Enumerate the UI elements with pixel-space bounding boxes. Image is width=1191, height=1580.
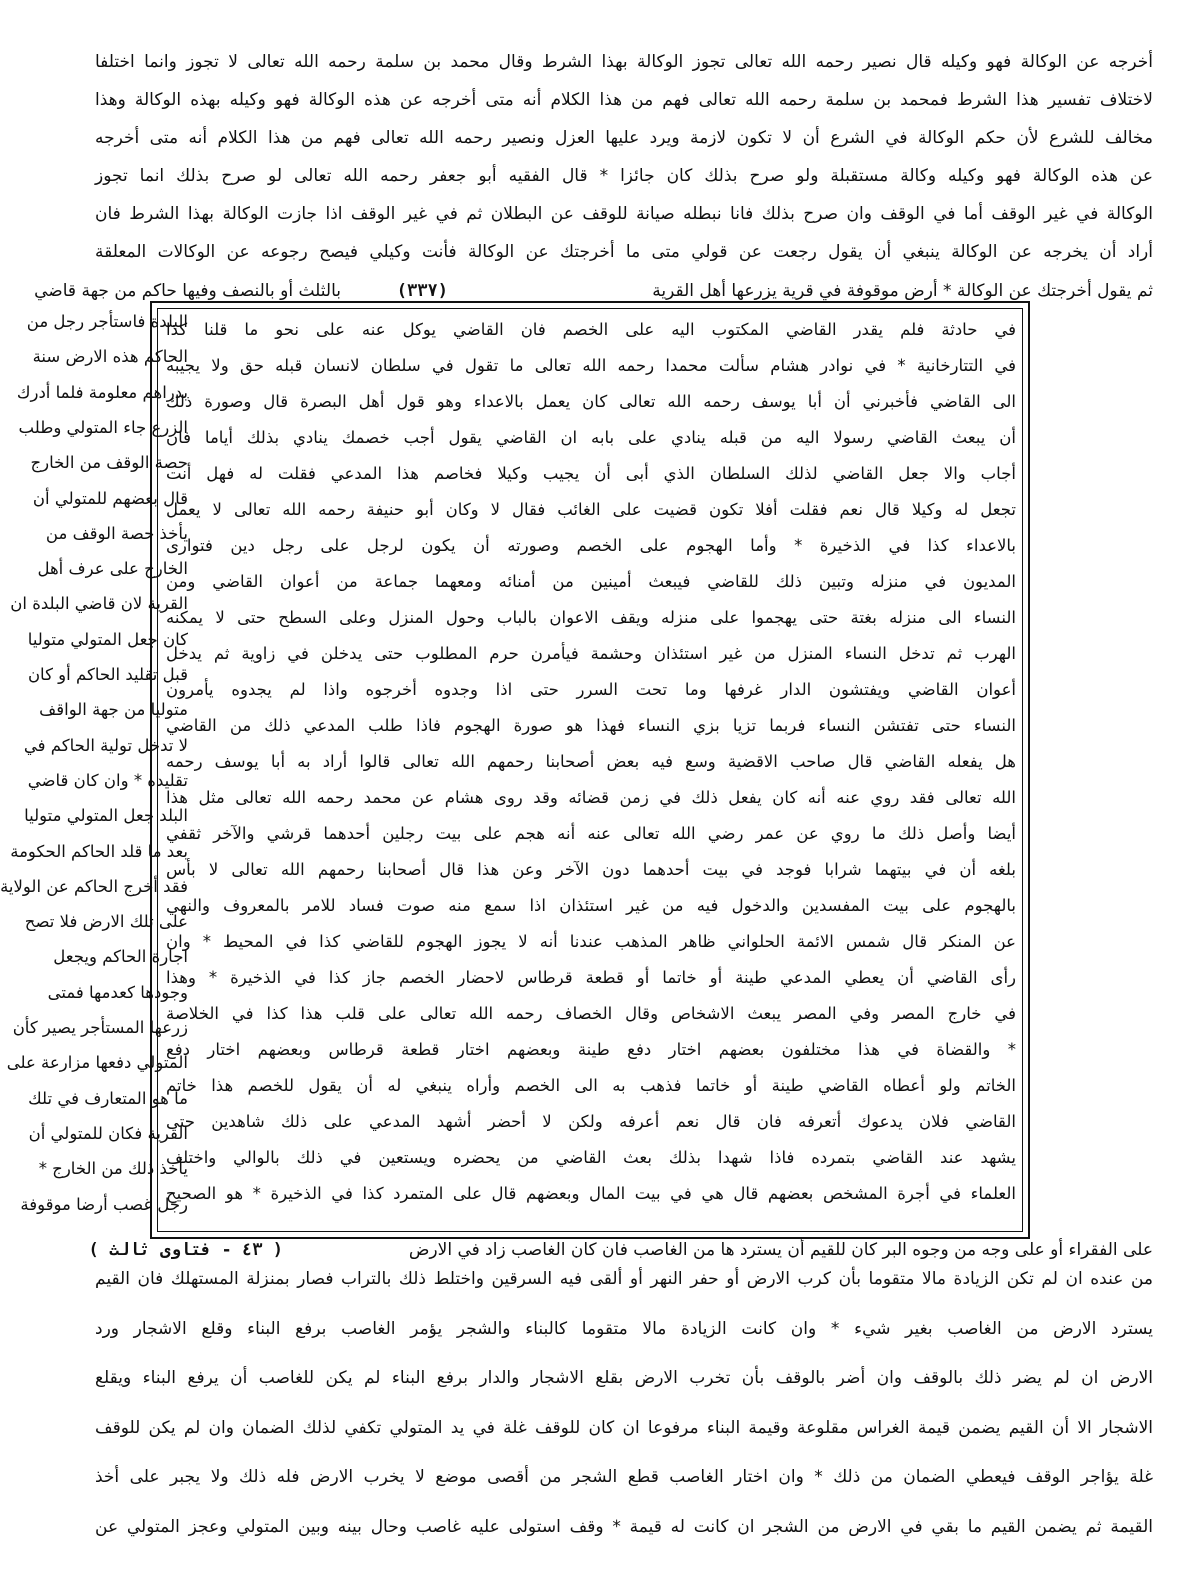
side-line: الحاكم هذه الارض سنة (32, 347, 188, 367)
box-line: بالاعداء كذا في الذخيرة * وأما الهجوم على الخصم وصورته أن يكون لرجل على رجل دين فتوارى (166, 536, 1016, 555)
side-line: متوليا من جهة الواقف (39, 700, 188, 720)
side-line: زرعها المستأجر يصير كأن (12, 1018, 188, 1037)
side-line: قال بعضهم للمتولي أن (32, 488, 188, 508)
bottom-line: الارض ان لم يضر ذلك بالوقف وان أضر بالوقف بأن تخرب الارض بقلع الاشجار والدار برفع البناء لم يكن للغاصب أن يرفع البناء ويقلع (95, 1368, 1153, 1388)
side-line: يأخذ ذلك من الخارج * (38, 1159, 188, 1179)
top-line: أراد أن يخرجه عن الوكالة ينبغي أن يقول رجعت عن قولي متى ما أخرجتك عن الوكالة فأنت وكيلي فيصح رجوعه عن الوكالات المعلقة (95, 242, 1153, 262)
side-line: البلدة فاستأجر رجل من (26, 312, 188, 331)
box-line: أجاب والا جعل القاضي لذلك السلطان الذي أبى أن يجيب وكيلا فخاصم هذا المدعي فقلت له فهل أنت (166, 464, 1016, 483)
box-line: أيضا وأصل ذلك ما روي عن عمر رضي الله تعالى عنه أنه هجم على بيت رجلين أحدهما قرشي والآخر ثقفي (166, 824, 1016, 843)
box-line: النساء حتى تفتشن النساء فربما تزيا بزي النساء فهذا هو صورة الهجوم فاذا طلب المدعي ذلك من القاضي (166, 716, 1016, 735)
box-line: الخاتم ولو أعطاه القاضي طينة أو خاتما فذهب به الى الخصم وأراه ينبغي له أن يقول للخصم هذا خاتم (166, 1076, 1016, 1095)
header-right-text: بالثلث أو بالنصف وفيها حاكم من جهة قاضي (34, 281, 341, 301)
side-line: كان جعل المتولي متوليا (27, 629, 188, 649)
side-line: قبل تقليد الحاكم أو كان (27, 665, 188, 684)
top-line: أخرجه عن الوكالة فهو وكيله قال نصير رحمه الله تعالى تجوز الوكالة بهذا الشرط وقال محمد بن سلمة رحمه الله تعالى لا تجوز وانما اختلفا (95, 52, 1153, 72)
side-line: المتولي دفعها مزارعة على (6, 1053, 188, 1073)
box-line: يشهد عند القاضي بتمرده فاذا شهدا بذلك بعث القاضي من يحضره ويستعين في ذلك بالوالي واختلف (166, 1148, 1016, 1167)
side-line: بدراهم معلومة فلما أدرك (16, 382, 188, 402)
box-line: المديون في منزله وتبين ذلك للقاضي فيبعث أمينين من أمنائه ومعهما جماعة من أعوان القاضي ومن (166, 572, 1016, 591)
side-line: الخارج على عرف أهل (37, 559, 188, 579)
running-header (34, 281, 1153, 303)
box-line: في خارج المصر وفي المصر يبعث الاشخاص وقال الخصاف رحمه الله تعالى على قلب هذا كذا في الخلاصة (166, 1004, 1016, 1023)
box-line: رأى القاضي أن يعطي المدعي طينة أو خاتما أو قطعة قرطاس لاحضار الخصم جاز كذا في الذخيرة * وهذا (166, 968, 1016, 987)
box-line: النساء الى منزله بغتة حتى يهجموا على منزله ويقف الاعوان بالباب وحول المنزل وعلى السطح حتى لا يمكنه (166, 608, 1016, 627)
side-line: يأخذ حصة الوقف من (45, 523, 188, 543)
side-line: القرية فكان للمتولي أن (28, 1123, 188, 1143)
volume-page-label: ( ٤٣ - فتاوى ثالث ) (88, 1240, 283, 1260)
footer-text: على الفقراء أو على وجه من وجوه البر كان للقيم أن يسترد ها من الغاصب فان كان الغاصب زاد في الارض (408, 1240, 1153, 1260)
box-line: تجعل له وكيلا قال نعم فقلت أفلا تكون قضيت على الغائب فقال لا وكان أبو حنيفة رحمه الله تعالى لا يعمل (166, 500, 1016, 519)
box-line: بالهجوم على بيت المفسدين والدخول فيه من غير استئذان اذا سمع منه صوت فساد للامر بالمعروف والنهي (166, 896, 1016, 915)
side-line: رجل غصب أرضا موقوفة (20, 1194, 188, 1214)
side-line: الزرع جاء المتولي وطلب (18, 417, 188, 437)
header-left-text: ثم يقول أخرجتك عن الوكالة * أرض موقوفة في قرية يزرعها أهل القرية (652, 281, 1153, 301)
box-line: في حادثة فلم يقدر القاضي المكتوب اليه على الخصم فان القاضي يوكل عنه على نحو ما قلنا كذا (166, 320, 1016, 339)
box-line: * والقضاة في هذا مختلفون بعضهم اختار دفع طينة وبعضهم اختار قطعة قرطاس وبعضهم اختار دفع (166, 1040, 1016, 1059)
bottom-line: غلة يؤاجر الوقف فيعطي الضمان من ذلك * وان اختار الغاصب قطع الشجر من أقصى موضع لا يخرب الارض فله ذلك ولا يجبر على أخذ (95, 1467, 1153, 1487)
box-line: القاضي فلان يدعوك أتعرفه فان قال نعم أعرفه ولكن لا أحضر أشهد المدعي على ذلك شاهدين حتى (166, 1112, 1016, 1131)
side-line: على تلك الارض فلا تصح (24, 912, 188, 932)
side-line: البلد جعل المتولي متوليا (24, 806, 188, 826)
side-line: حصة الوقف من الخارج (30, 453, 188, 473)
bottom-line: من عنده ان لم تكن الزيادة مالا متقوما بأن كرب الارض أو حفر النهر أو ألقى فيه السرقين واختلط ذلك بالتراب فصار بمنزلة المستهلك فان القيم (95, 1269, 1153, 1289)
side-line: وجودها كعدمها فمتى (47, 982, 188, 1002)
side-line: اجارة الحاكم ويجعل (53, 947, 188, 967)
side-line: ما هو المتعارف في تلك (28, 1088, 188, 1108)
box-line: الى القاضي فأخبرني أن أبا يوسف رحمه الله تعالى كان يعمل بالاعداء وهو قول أهل البصرة قال وصورة ذلك (166, 392, 1016, 411)
box-line: بلغه أن في بيتهما شرابا فوجد في بيت أحدهما دون الآخر وعن هذا قال أصحابنا رحمهم الله تعالى لا بأس (166, 860, 1016, 879)
box-line: الهرب ثم تدخل النساء المنزل من غير استئذان وحشمة فيأمرن حرم المطلوب حتى يدخلن في زاوية ثم يدخل (166, 644, 1016, 663)
box-line: هل يفعله القاضي قال صاحب الاقضية وسع فيه بعض أصحابنا رحمهم الله تعالى قالوا أراد به أبا يوسف رحمه (166, 752, 1016, 771)
top-line: مخالف للشرع لأن حكم الوكالة في الشرع أن لا تكون لازمة ويرد عليها العزل ونصير رحمه الله تعالى فهم من هذا الكلام أنه متى أخرجه (95, 128, 1153, 148)
side-line: بعد ما قلد الحاكم الحكومة (10, 841, 188, 861)
page-number: (٣٣٧) (396, 281, 448, 301)
side-line: القرية لان قاضي البلدة ان (10, 594, 188, 614)
top-line: الوكالة في غير الوقف أما في الوقف وان صرح بذلك فانا نبطله صيانة للوقف عن البطلان ثم في غير الوقف اذا جازت الوكالة بهذا الشرط فان (95, 204, 1153, 224)
box-line: في التتارخانية * في نوادر هشام سألت محمدا رحمه الله تعالى ما تقول في سلطان لانسان قبله حق ولا يجيبه (166, 356, 1016, 375)
box-line: عن المنكر قال شمس الائمة الحلواني ظاهر المذهب عندنا أنه لا يجوز الهجوم للقاضي كذا في المحيط * وان (166, 932, 1016, 951)
bottom-line: الاشجار الا أن القيم يضمن قيمة الغراس مقلوعة وقيمة البناء مرفوعا ان كان للوقف غلة في يد المتولي تكفي لذلك الضمان وان لم يكن للوقف (95, 1417, 1153, 1438)
top-line: لاختلاف تفسير هذا الشرط فمحمد بن سلمة رحمه الله تعالى فهم من هذا الكلام أنه متى أخرجه عن هذه الوكالة فهو وكيله بهذه الوكالة وهذا (95, 90, 1153, 110)
bottom-line: القيمة ثم يضمن القيم ما بقي في الارض من الشجر ان كانت له قيمة * وقف استولى عليه غاصب وحال بينه وبين المتولي وعجز المتولي عن (95, 1516, 1153, 1537)
box-line: أعوان القاضي ويفتشون الدار غرفها وما تحت السرر حتى اذا وجدوه أخرجوه واذا لم يجدوه يأمرون (166, 680, 1016, 699)
box-line: العلماء في أجرة المشخص بعضهم قال هي في بيت المال وبعضهم قال على المتمرد كذا في الذخيرة * هو الصحيح (166, 1184, 1016, 1203)
box-line: الله تعالى فقد روي عنه أنه كان يفعل ذلك في زمن قضائه وقد روى هشام عن محمد رحمه الله تعالى مثل هذا (166, 788, 1016, 807)
footer-signature-line (88, 1240, 1153, 1264)
side-line: لا تدخل تولية الحاكم في (23, 735, 188, 755)
top-line: عن هذه الوكالة فهو وكيله وكالة مستقبلة ولو صرح بذلك كان جائزا * قال الفقيه أبو جعفر رحمه الله تعالى لو صرح بذلك انما تجوز (95, 166, 1153, 186)
side-line: فقد أخرج الحاكم عن الولاية (0, 876, 188, 896)
bottom-line: يسترد الارض من الغاصب بغير شيء * وان كانت الزيادة مالا متقوما كالبناء والشجر يؤمر الغاصب برفع البناء وقلع الاشجار ورد (95, 1318, 1153, 1339)
box-line: أن يبعث القاضي رسولا اليه من قبله ينادي على بابه ان القاضي يقول أجب خصمك ينادي بذلك أياما فان (166, 428, 1016, 447)
side-line: تقليده * وان كان قاضي (27, 770, 188, 790)
